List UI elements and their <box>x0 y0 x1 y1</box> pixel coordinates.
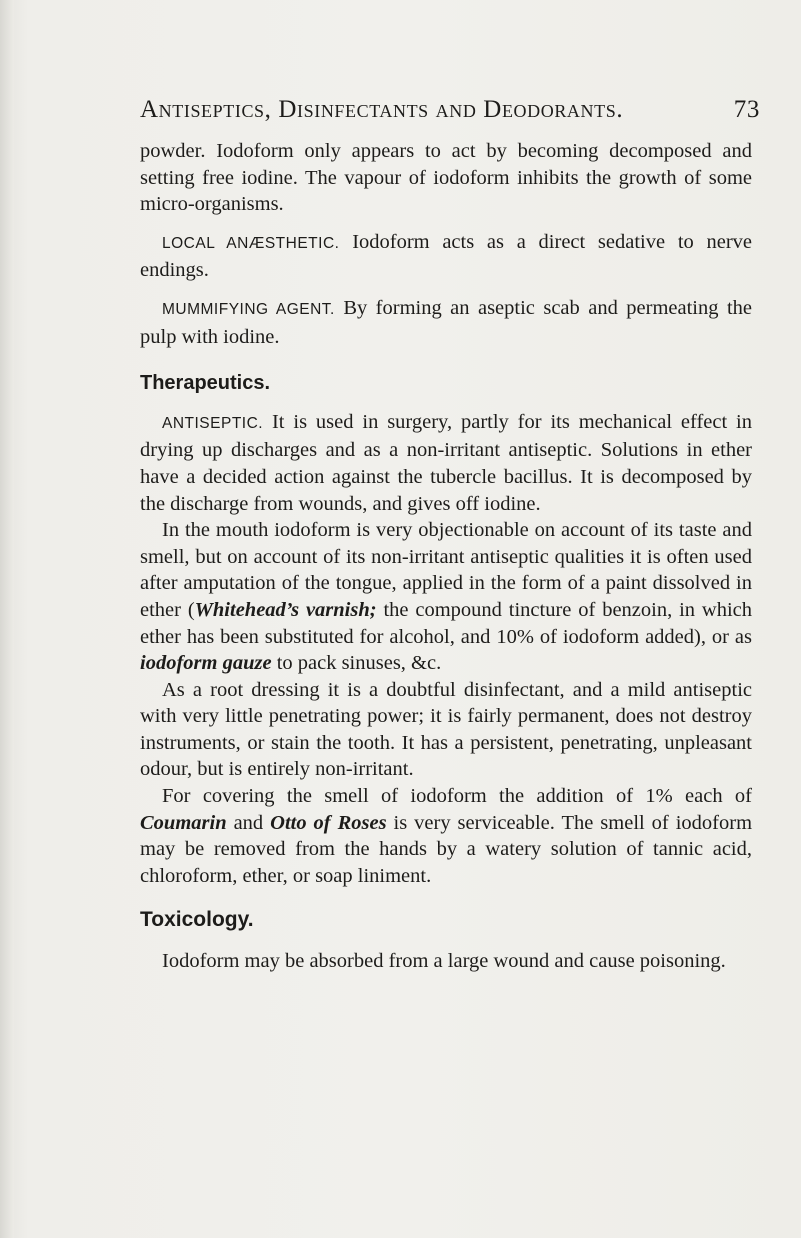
mummifying-text: By forming an aseptic scab and permeating the pulp with iodine. <box>140 296 752 348</box>
paragraph-root-dressing: As a root dressing it is a doubtful disinfectant, and a mild antiseptic with very little penetrating power; it is fairly permanent, does not destroy instruments, or stain the tooth. It has a persistent, penetrating, unpleasant odour, but is entirely non-irritant. <box>140 678 752 781</box>
whiteheads-varnish: Whitehead’s varnish; <box>194 598 377 621</box>
paragraph-powder: powder. Iodoform only appears to act by becoming decomposed and setting free iodine. The vapour of iodoform inhibits the growth of some micro-organisms. <box>140 140 752 216</box>
page-body <box>140 138 752 975</box>
heading-toxicology: Toxicology. <box>140 908 254 932</box>
paragraph-toxicology: Iodoform may be absorbed from a large wound and cause poisoning. <box>162 950 726 973</box>
coumarin: Coumarin <box>140 811 227 834</box>
cover-text-a: For covering the smell of iodoform the addition of 1% each of <box>162 785 752 808</box>
iodoform-gauze: iodoform gauze <box>140 652 272 675</box>
local-anaesthetic-label: LOCAL ANÆSTHETIC. <box>162 234 340 252</box>
page-binding-edge <box>0 0 14 1238</box>
paragraph-antiseptic <box>140 409 752 517</box>
paragraph-covering-smell <box>140 783 752 889</box>
antiseptic-label: ANTISEPTIC. <box>162 414 264 432</box>
local-anaesthetic-text: Iodoform acts as a direct sedative to nerve endings. <box>140 230 753 282</box>
paragraph-mummifying <box>140 295 752 350</box>
running-header <box>140 96 760 124</box>
heading-therapeutics: Therapeutics. <box>140 372 271 395</box>
mouth-text-a: In the mouth iodoform is very objectionable on account of its taste and smell, but on account of its non-irritant antiseptic qualities it is often used after amputation of the tongue, applied in the form of a paint dissolved in ether ( <box>140 519 752 621</box>
header-title: Antiseptics, Disinfectants and Deodorants. <box>140 96 624 123</box>
mummifying-label: MUMMIFYING AGENT. <box>162 300 335 318</box>
page-number: 73 <box>733 96 760 123</box>
antiseptic-text: It is used in surgery, partly for its mechanical effect in drying up discharges and as a non-irritant antiseptic. Solutions in ether have a decided action against the tubercle bacillus. It is decomposed by the discharge from wounds, and gives off iodine. <box>140 410 752 515</box>
paragraph-local-anaesthetic <box>140 229 752 284</box>
paragraph-mouth <box>140 517 752 677</box>
mouth-text-c: to pack sinuses, &c. <box>271 652 442 675</box>
cover-text-c: is very serviceable. The smell of iodoform may be removed from the hands by a watery solution of tannic acid, chloroform, ether, or soap liniment. <box>140 811 753 887</box>
cover-text-b: and <box>226 811 271 834</box>
mouth-text-b: the compound tincture of benzoin, in which ether has been substituted for alcohol, and 10% of iodoform added), or as <box>140 598 753 648</box>
otto-of-roses: Otto of Roses <box>270 811 387 834</box>
